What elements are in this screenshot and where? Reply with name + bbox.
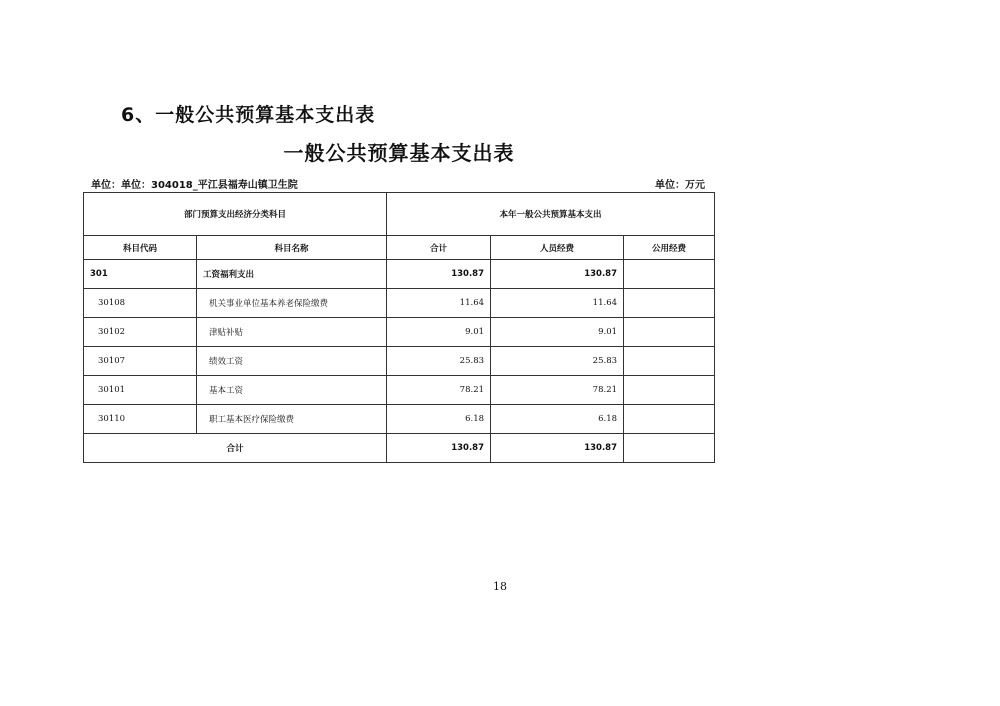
cell-total: 130.87: [387, 260, 491, 289]
header-group-classification: 部门预算支出经济分类科目: [84, 193, 387, 236]
cell-total: 9.01: [387, 318, 491, 347]
cell-name: 工资福利支出: [197, 260, 387, 289]
cell-name: 基本工资: [197, 376, 387, 405]
section-heading: 6、一般公共预算基本支出表: [121, 104, 376, 126]
cell-personnel: 6.18: [491, 405, 624, 434]
table-title: 一般公共预算基本支出表: [283, 141, 515, 165]
table-row: [84, 376, 715, 405]
cell-public: [624, 347, 715, 376]
total-label: 合计: [84, 434, 387, 463]
column-header-public: 公用经费: [624, 236, 715, 260]
unit-label-left: 单位：单位：304018_平江县福寿山镇卫生院: [91, 180, 298, 191]
cell-name: 绩效工资: [197, 347, 387, 376]
cell-code: 301: [84, 260, 197, 289]
cell-personnel: 9.01: [491, 318, 624, 347]
cell-public: [624, 289, 715, 318]
cell-public: [624, 318, 715, 347]
cell-total: 78.21: [387, 376, 491, 405]
table-row: [84, 260, 715, 289]
cell-code: 30110: [84, 405, 197, 434]
cell-name: 津贴补贴: [197, 318, 387, 347]
cell-code: 30102: [84, 318, 197, 347]
cell-total: 6.18: [387, 405, 491, 434]
budget-table: [83, 192, 715, 463]
table-header-row: [84, 236, 715, 260]
cell-code: 30108: [84, 289, 197, 318]
cell-public: [624, 376, 715, 405]
cell-public: [624, 260, 715, 289]
table-row: [84, 318, 715, 347]
cell-code: 30107: [84, 347, 197, 376]
total-cell-total: 130.87: [387, 434, 491, 463]
table-row: [84, 289, 715, 318]
cell-code: 30101: [84, 376, 197, 405]
cell-public: [624, 405, 715, 434]
column-header-name: 科目名称: [197, 236, 387, 260]
column-header-code: 科目代码: [84, 236, 197, 260]
cell-total: 25.83: [387, 347, 491, 376]
page-number: 18: [493, 580, 507, 593]
total-cell-personnel: 130.87: [491, 434, 624, 463]
table-total-row: [84, 434, 715, 463]
header-group-expenditure: 本年一般公共预算基本支出: [387, 193, 715, 236]
total-cell-public: [624, 434, 715, 463]
cell-personnel: 78.21: [491, 376, 624, 405]
cell-total: 11.64: [387, 289, 491, 318]
column-header-personnel: 人员经费: [491, 236, 624, 260]
cell-personnel: 130.87: [491, 260, 624, 289]
cell-personnel: 11.64: [491, 289, 624, 318]
cell-name: 机关事业单位基本养老保险缴费: [197, 289, 387, 318]
table-header-group-row: [84, 193, 715, 236]
column-header-total: 合计: [387, 236, 491, 260]
table-row: [84, 347, 715, 376]
unit-label-right: 单位：万元: [655, 180, 705, 191]
cell-personnel: 25.83: [491, 347, 624, 376]
table-row: [84, 405, 715, 434]
cell-name: 职工基本医疗保险缴费: [197, 405, 387, 434]
